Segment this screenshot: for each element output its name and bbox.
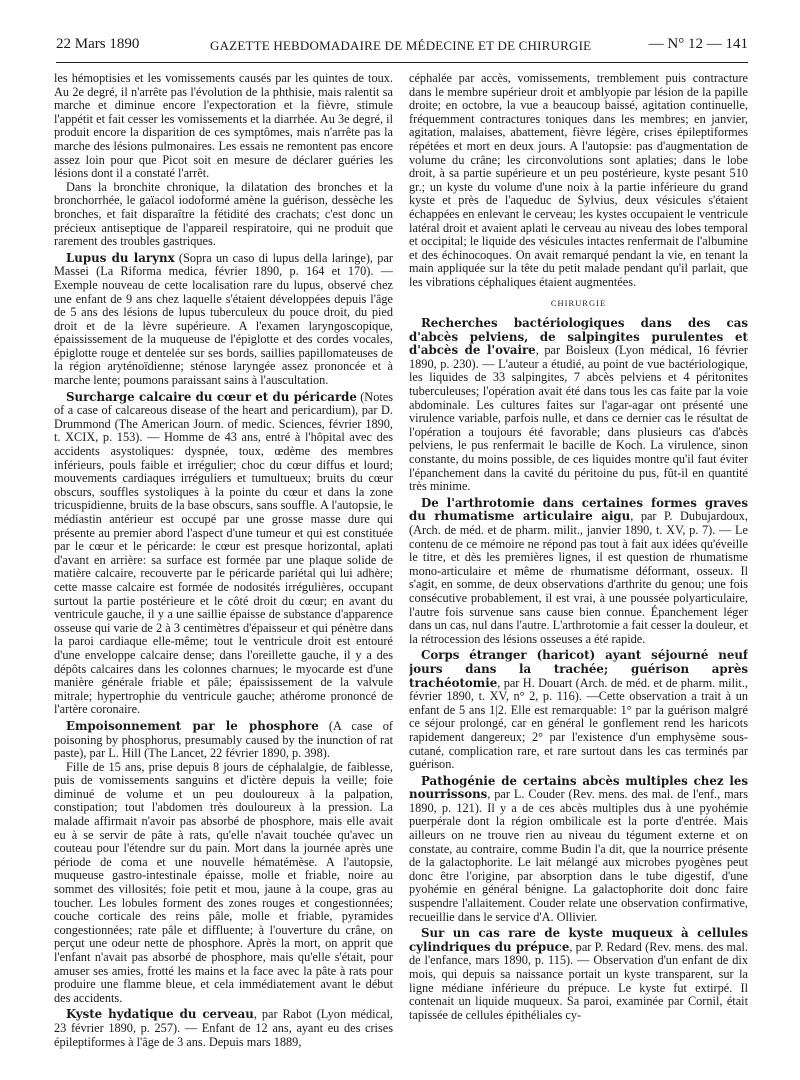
- paragraph: Fille de 15 ans, prise depuis 8 jours de céphalalgie, de faiblesse, puis de vomissements sanguins et d'ictère depuis la veille; foie diminué de volume et un peu douloureux à la palpation, constipation; tout l'abdomen très douloureux à la pression. La malade affirmait n'avoir pas absorbé de phosphore, mais elle avait eu à se servir de pâte à rats, qu'elle n'avait touchée qu'avec un couteau pour l'étendre sur du pain. Mort dans la journée après une période de coma et une nouvelle hématémèse. A l'autopsie, muqueuse gastro-intestinale épaisse, molle et friable, noire au sommet des villosités; foie petit et mou, jaune à la coupe, gras au toucher. Les lobules forment des zones rouges et congestionnées; couche corticale des reins pâle, molle et friable, pyramides congestionnées; rate pâle et diffluente; à l'ouverture du crâne, on perçut une odeur nette de phosphore. Après la mort, on apprit que l'enfant n'avait pas absorbé de phosphore, mais qu'elle s'était, pour amuser ses amies, frotté les mains et la face avec la pâte à rats pour produire une flamme bleue, et cela immédiatement avant le début des accidents.: [54, 759, 393, 1005]
- article-title: Kyste hydatique du cerveau: [66, 1007, 254, 1022]
- section-heading: CHIRURGIE: [550, 297, 607, 308]
- article-corps-etranger: [409, 649, 748, 771]
- running-header: [56, 36, 748, 60]
- article-title: Surcharge calcaire du cœur et du péricarde: [66, 389, 357, 404]
- article-lupus-larynx: [54, 252, 393, 388]
- paragraph: Dans la bronchite chronique, la dilatation des bronches et la bronchorrhée, le gaïacol iodoformé amène la guérison, dessèche les bronches, et fait disparaître la fétidité des crachats; c'est donc un précieux antiseptique de l'appareil respiratoire, qui ne produit que rarement des troubles gastriques.: [54, 179, 393, 249]
- header-rule: [56, 62, 748, 63]
- paragraph: céphalée par accès, vomissements, tremblement puis contracture dans le membre supérieur droit et amblyopie par lésion de la papille droite; en octobre, la vue a beaucoup baissé, agitation continuelle, fréquemment contractures toniques dans les membres; en janvier, agitation, malaises, abattement, fièvre légère, crises épileptiformes répétées et mort en deux jours. A l'autopsie: pas d'augmentation de volume du crâne; les circonvolutions sont aplaties; dans le lobe droit, à sa partie supérieure et un peu postérieure, kyste pesant 510 gr.; un kyste du volume d'une noix à la partie inférieure du grand kyste et près de l'aqueduc de Sylvius, deux vésicules s'étaient échappées en enlevant le cerveau; les kystes occupaient le ventricule latéral droit et avaient aplati le cerveau au niveau des lobes temporal et occipital; le liquide des vésicules intactes renfermait de l'albumine et des échinocoques. On avait remarqué pendant la vie, en tenant la main appliquée sur la tête du petit malade pendant qu'il parlait, que les vibrations céphaliques étaient augmentées.: [409, 72, 748, 289]
- left-column: [54, 72, 393, 1072]
- journal-title: GAZETTE HEBDOMADAIRE DE MÉDECINE ET DE CHIRURGIE: [210, 38, 592, 53]
- article-body: , par L. Couder (Rev. mens. des mal. de l'enf., mars 1890, p. 121). Il y a de ces abcès multiples dus à une pyohémie puerpérale dont la région ombilicale est la porte d'entrée. Mais ailleurs on ne trouve rien au niveau du tégument externe et on constate, au contraire, comme Budin l'a dit, que la nourrice présente de la galactophorite. Le lait mélangé aux microbes pyogènes peut donc être l'origine, par absorption dans le tube digestif, d'une pyohémie en général bénigne. La galactophorite doit donc faire suspendre l'allaitement. Couder relate une observation confirmative, recueillie dans le service d'A. Ollivier.: [409, 787, 748, 924]
- article-title: Lupus du larynx: [66, 250, 175, 265]
- article-kyste-muqueux: [409, 927, 748, 1022]
- article-body: , par H. Douart (Arch. de méd. et de pharm. milit., février 1890, t. XV, n° 2, p. 116). —Cette observation a trait à un enfant de 5 ans 1|2. Elle est remarquable: 1° par la guérison malgré ce séjour prolongé, car en général le gonflement rend les haricots rapidement dangereux; 2° par l'existence d'un emphysème sous-cutané, complication rare, et rare surtout dans les cas terminés par guérison.: [409, 675, 748, 772]
- page-number: — N° 12 — 141: [648, 36, 748, 52]
- article-title: Corps étranger (haricot) ayant séjourné neuf jours dans la trachée; guérison après trachéotomie: [409, 648, 748, 690]
- article-body: , par P. Redard (Rev. mens. des mal. de l'enfance, mars 1890, p. 115). — Observation d'un enfant de dix mois, qui depuis sa naissance portait un kyste transparent, sur la ligne médiane inférieure du prépuce. Le kyste fut extirpé. Il contenait un liquide muqueux. Sa paroi, examinée par Cornil, était tapissée de cellules épithéliales cy-: [409, 939, 748, 1022]
- article-body: (A case of poisoning by phosphorus, presumably caused by the inunction of rat paste), par L. Hill (The Lancet, 22 février 1890, p. 398).: [54, 718, 393, 761]
- article-surcharge-calcaire: [54, 391, 393, 717]
- article-pathogenie-abces: [409, 775, 748, 925]
- article-title: Sur un cas rare de kyste muqueux à cellules cylindriques du prépuce: [409, 926, 748, 954]
- header-date: 22 Mars 1890: [56, 36, 140, 52]
- article-title: Recherches bactériologiques dans des cas d'abcès pelviens, de salpingites purulentes et d'abcès de l'ovaire: [409, 316, 748, 358]
- article-arthrotomie: [409, 497, 748, 647]
- article-title: Empoisonnement par le phosphore: [66, 718, 319, 733]
- article-body: , par P. Dubujardoux, (Arch. de méd. et de pharm. milit., janvier 1890, t. XV, p. 7). — Le contenu de ce mémoire ne répond pas tout à fait aux idées qu'éveille le titre, et dès les premières lignes, il est question de rhumatisme mono-articulaire et même de rhumatisme déformant, osseux. Il s'agit, en somme, de deux observations d'arthrite du genou; une fois consécutive probablement, il est vrai, à une poussée polyarticulaire, l'autre fois survenue sans cause bien connue. Épanchement léger dans un cas, nul dans l'autre. L'arthrotomie a fait cesser la douleur, et la rétrocession des lésions osseuses a été rapide.: [409, 509, 748, 646]
- article-title: Pathogénie de certains abcès multiples chez les nourrissons: [409, 773, 748, 802]
- paragraph: les hémoptisies et les vomissements causés par les quintes de toux. Au 2e degré, il n'arrête pas l'évolution de la phthisie, mais ralentit sa marche et diminue encore l'expectoration et la fièvre, stimule l'appétit et fait cesser les vomissements et la diarrhée. Au 3e degré, il produit encore la disparition de ces symptômes, mais n'arrête pas la marche des lésions pulmonaires. Les essais ne remontent pas encore assez loin pour que Picot soit en mesure de déclarer guéries les lésions dont il a constaté l'arrêt.: [54, 72, 393, 181]
- article-body: , par Rabot (Lyon médical, 23 février 1890, p. 257). — Enfant de 12 ans, ayant eu des crises épileptiformes à l'âge de 3 ans. Depuis mars 1889,: [54, 1007, 393, 1049]
- article-body: (Sopra un caso di lupus della laringe), par Massei (La Riforma medica, février 1890, p. 164 et 170). — Exemple nouveau de cette localisation rare du lupus, observé chez une enfant de 9 ans chez laquelle s'étaient développées depuis l'âge de 5 ans des lésions de lupus tuberculeux du pouce droit, du pied droit et de la lèvre supérieure. A l'examen laryngoscopique, épaississement de la muqueuse de l'épiglotte et des cordes vocales, épiglotte rouge et dentelée sur ses bords, saillies papillomateuses de la région aryténoïdienne; sténose laryngée assez prononcée et à marche lente; poumons paraissant sains à l'auscultation.: [54, 250, 393, 388]
- article-empoisonnement-phosphore: [54, 720, 393, 761]
- article-body: (Notes of a case of calcareous disease of the heart and pericardium), par D. Drummond (The American Journ. of medic. Sciences, février 1890, t. XCIX, p. 153). — Homme de 43 ans, entré à l'hôpital avec des accidents asystoliques: dyspnée, toux, œdème des membres inférieurs, pouls faible et irrégulier; choc du cœur diffus et lourd; mouvements cardiaques irréguliers et tumultueux; bruits du cœur obscurs, souffles systoliques à la pointe du cœur et dans la zone tricuspidienne, bruits de la base obscurs, sans souffle. A l'autopsie, le médiastin antérieur est occupé par une grosse masse dure qui présente au premier abord l'aspect d'une tumeur et qui est constituée par le cœur et le péricarde: le cœur est presque horizontal, aplati d'avant en arrière: sa surface est formée par une plaque solide de matière calcaire, recouverte par le péricarde pariétal qui lui adhère; cette masse calcaire est formée de nodosités irrégulières, occupant surtout la partie postérieure et le côté droit du cœur; en avant du ventricule gauche, il y a une saillie épaisse de substance d'apparence osseuse qui varie de 2 à 3 centimètres d'épaisseur et qui pénètre dans la paroi cardiaque elle-même; tout le ventricule droit est entouré d'une enveloppe calcaire dense; dans l'oreillette gauche, il y a des dépôts calcaires dans les colonnes charnues; le myocarde est d'une manière générale friable et pâle; épaississement de la valvule mitrale; hypertrophie du ventricule gauche; athérome prononcé de l'artère coronaire.: [54, 389, 393, 717]
- right-column: [409, 72, 748, 1072]
- article-body: , par Boisleux (Lyon médical, 16 février 1890, p. 230). — L'auteur a étudié, au point de vue bactériologique, les liquides de 33 salpingites, 7 abcès pelviens et 4 péritonites tuberculeuses; l'opération avait été dans tous les cas faite par la voie abdominale. Les cultures faites sur l'agar-agar ont présenté une virulence variable, parfois nulle, et dans ce dernier cas le résultat de l'opération a toujours été favorable; dans plusieurs cas d'abcès pelviens, le pus renfermait le bacille de Koch. La virulence, sinon constante, du moins possible, de ces liquides montre qu'il faut éviter l'épanchement dans la cavité du péritoine du pus, fût-il en quantité très minime.: [409, 343, 748, 494]
- article-recherches-bacteriologiques: [409, 317, 748, 494]
- article-title: De l'arthrotomie dans certaines formes graves du rhumatisme articulaire aigu: [409, 495, 748, 524]
- article-kyste-hydatique: [54, 1008, 393, 1049]
